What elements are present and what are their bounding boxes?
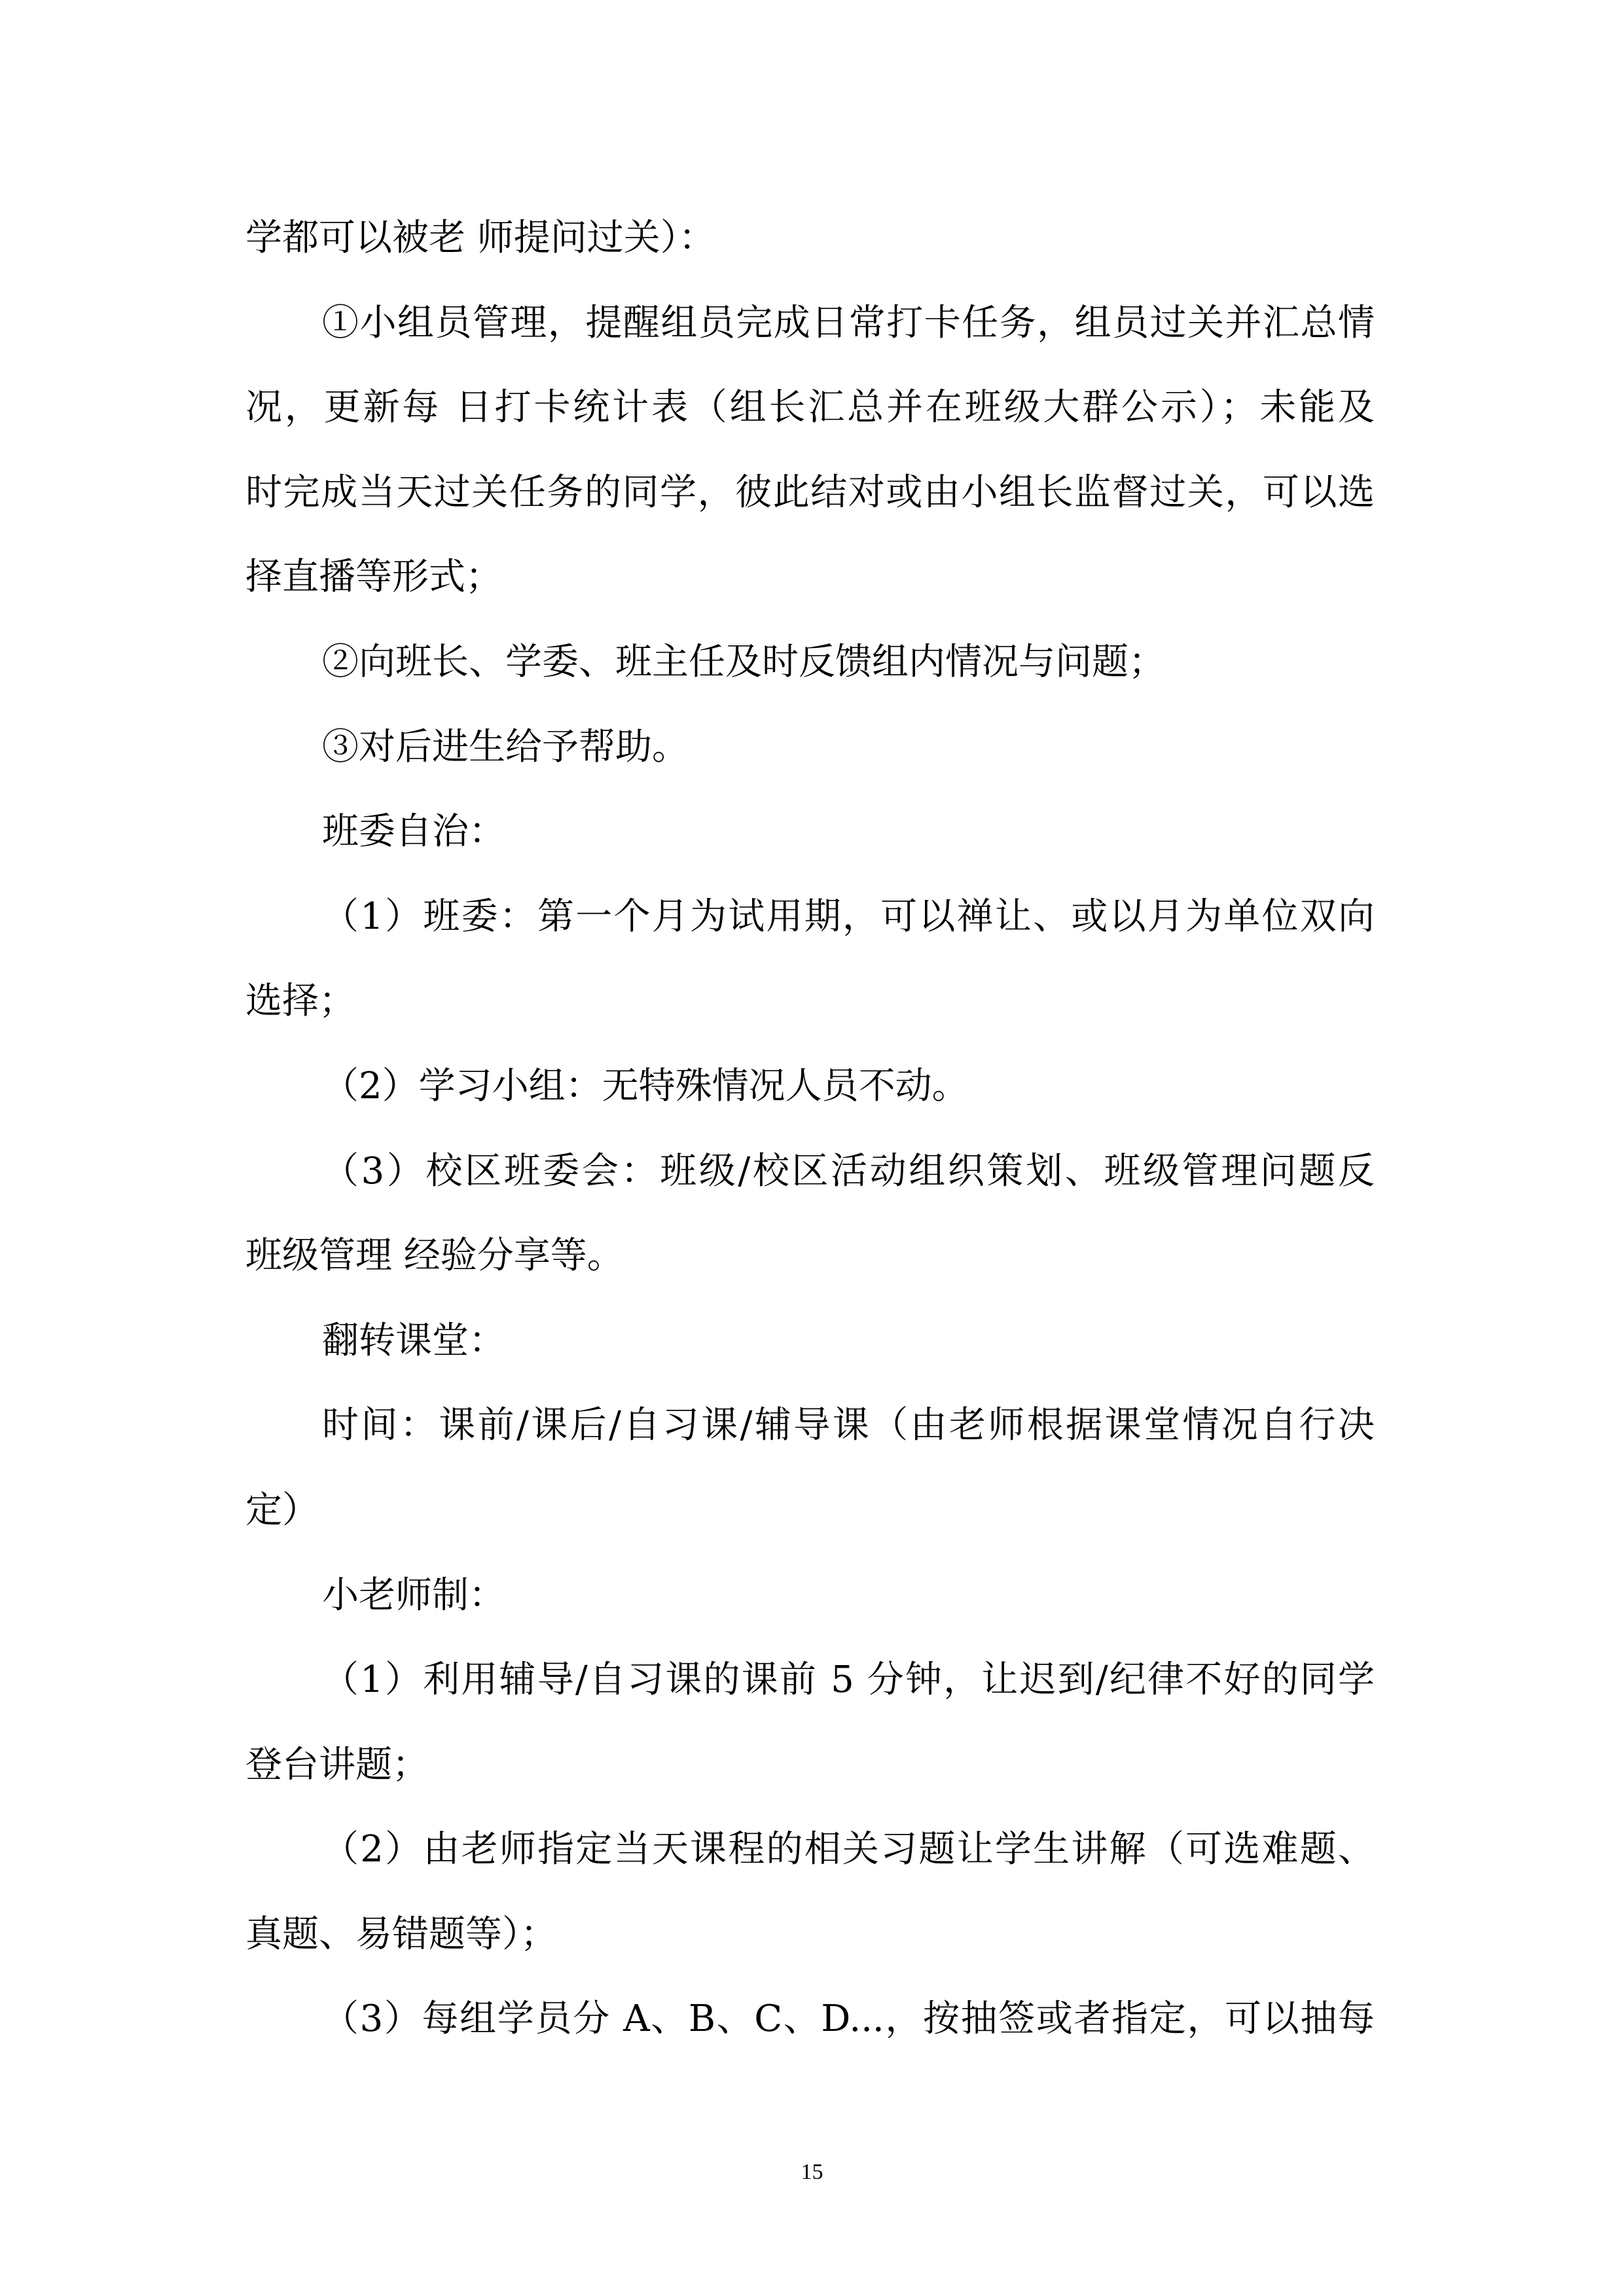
text-line: （3）每组学员分 A、B、C、D...，按抽签或者指定，可以抽每 bbox=[322, 1998, 1375, 2041]
text-line: 班委自治： bbox=[322, 810, 505, 853]
text-line: （2）学习小组：无特殊情况人员不动。 bbox=[322, 1064, 969, 1107]
text-line: 时完成当天过关任务的同学，彼此结对或由小组长监督过关，可以选 bbox=[245, 471, 1375, 514]
text-line: （2）由老师指定当天课程的相关习题让学生讲解（可选难题、 bbox=[322, 1828, 1375, 1871]
text-line: ①小组员管理，提醒组员完成日常打卡任务，组员过关并汇总情 bbox=[322, 301, 1375, 344]
text-line: （1）班委：第一个月为试用期，可以禅让、或以月为单位双向 bbox=[322, 895, 1375, 938]
text-line: 时间：课前/课后/自习课/辅导课（由老师根据课堂情况自行决 bbox=[322, 1404, 1375, 1447]
text-line: （3）校区班委会：班级/校区活动组织策划、班级管理问题反 bbox=[322, 1149, 1375, 1193]
text-line: 选择； bbox=[245, 980, 355, 1023]
text-line: 况，更新每 日打卡统计表（组长汇总并在班级大群公示）；未能及 bbox=[245, 386, 1375, 429]
text-line: 登台讲题； bbox=[245, 1743, 429, 1786]
text-line: ③对后进生给予帮助。 bbox=[322, 725, 689, 768]
text-line: 择直播等形式； bbox=[245, 556, 502, 599]
text-line: 班级管理 经验分享等。 bbox=[245, 1234, 624, 1278]
text-line: 定） bbox=[245, 1488, 319, 1532]
page-number: 15 bbox=[801, 2160, 823, 2184]
text-line: 学都可以被老 师提问过关）： bbox=[245, 217, 715, 259]
text-line: （1）利用辅导/自习课的课前 5 分钟，让迟到/纪律不好的同学 bbox=[322, 1659, 1375, 1702]
text-line: 小老师制： bbox=[322, 1573, 505, 1617]
text-line: ②向班长、学委、班主任及时反馈组内情况与问题； bbox=[322, 640, 1165, 683]
text-line: 真题、易错题等）； bbox=[245, 1912, 557, 1956]
text-line: 翻转课堂： bbox=[322, 1319, 505, 1362]
document-body bbox=[245, 196, 1375, 2062]
